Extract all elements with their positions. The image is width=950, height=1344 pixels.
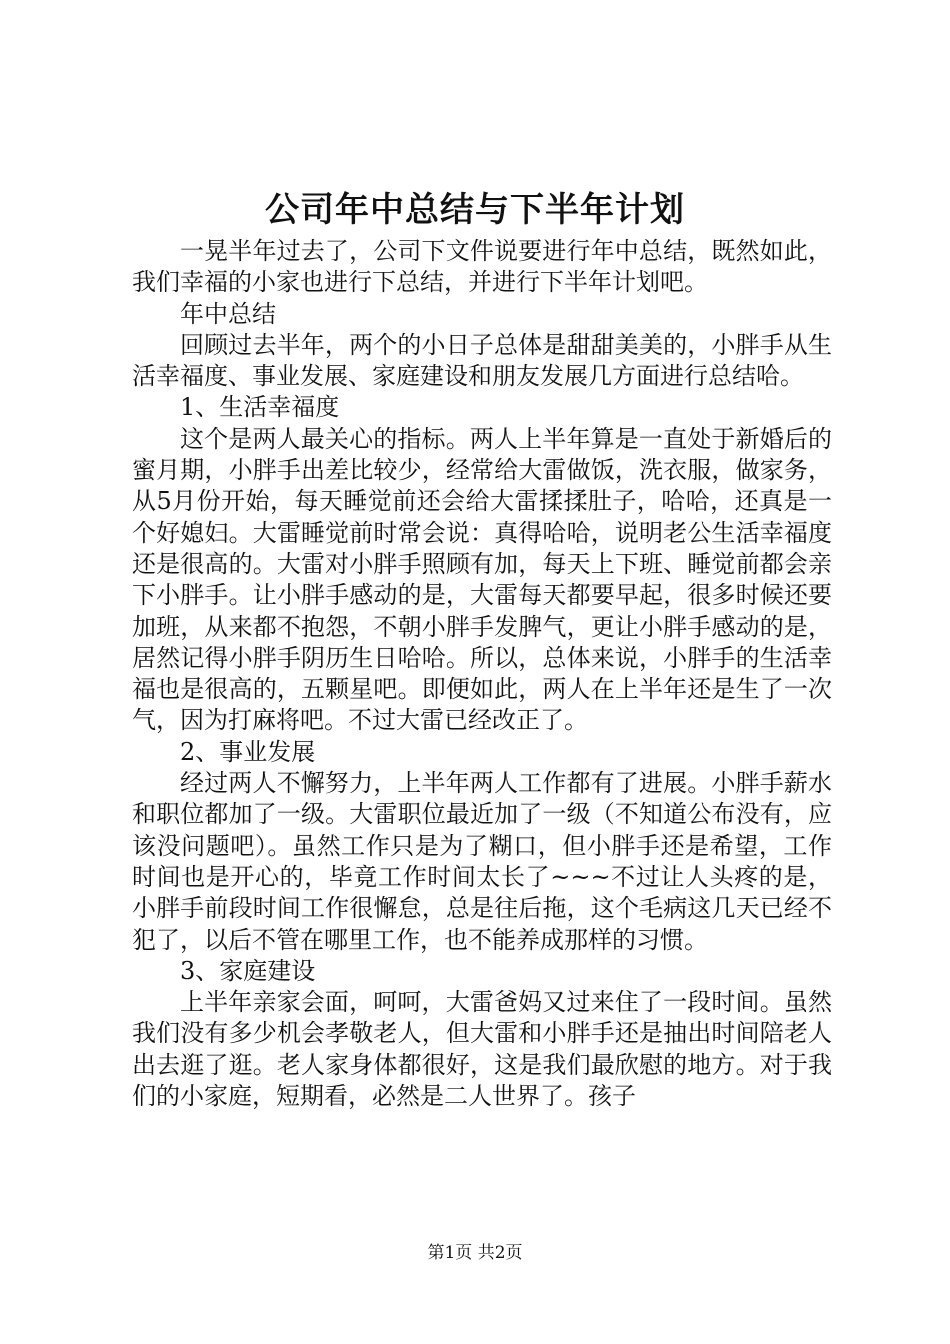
paragraph-review: 回顾过去半年，两个的小日子总体是甜甜美美的，小胖手从生活幸福度、事业发展、家庭建设和朋友发展几方面进行总结哈。 <box>132 330 832 391</box>
paragraph-intro: 一晃半年过去了，公司下文件说要进行年中总结，既然如此，我们幸福的小家也进行下总结，并进行下半年计划吧。 <box>132 237 832 297</box>
document-body <box>132 236 832 1112</box>
paragraph-happiness: 这个是两人最关心的指标。两人上半年算是一直处于新婚后的蜜月期，小胖手出差比较少，经常给大雷做饭，洗衣服，做家务，从5月份开始，每天睡觉前还会给大雷揉揉肚子，哈哈，还真是一个好媳妇。大雷睡觉前时常会说：真得哈哈，说明老公生活幸福度还是很高的。大雷对小胖手照顾有加，每天上下班、睡觉前都会亲下小胖手。让小胖手感动的是，大雷每天都要早起，很多时候还要加班，从来都不抱怨，不朝小胖手发脾气，更让小胖手感动的是，居然记得小胖手阴历生日哈哈。所以，总体来说，小胖手的生活幸福也是很高的，五颗星吧。即便如此，两人在上半年还是生了一次气，因为打麻将吧。不过大雷已经改正了。 <box>132 424 832 735</box>
paragraph-career: 经过两人不懈努力，上半年两人工作都有了进展。小胖手薪水和职位都加了一级。大雷职位最近加了一级（不知道公布没有，应该没问题吧）。虽然工作只是为了糊口，但小胖手还是希望，工作时间也是开心的，毕竟工作时间太长了~~~不过让人头疼的是，小胖手前段时间工作很懈怠，总是往后拖，这个毛病这几天已经不犯了，以后不管在哪里工作，也不能养成那样的习惯。 <box>132 769 832 954</box>
document-title: 公司年中总结与下半年计划 <box>265 190 685 230</box>
page-footer: 第1页 共2页 <box>427 1243 523 1263</box>
section-heading-family: 3、家庭建设 <box>180 956 316 985</box>
section-heading-career: 2、事业发展 <box>180 737 316 766</box>
section-heading-midyear-summary: 年中总结 <box>180 299 276 328</box>
paragraph-family: 上半年亲家会面，呵呵，大雷爸妈又过来住了一段时间。虽然我们没有多少机会孝敬老人，但大雷和小胖手还是抽出时间陪老人出去逛了逛。老人家身体都很好，这是我们最欣慰的地方。对于我们的小家庭，短期看，必然是二人世界了。孩子 <box>132 988 832 1111</box>
section-heading-happiness: 1、生活幸福度 <box>180 393 340 422</box>
